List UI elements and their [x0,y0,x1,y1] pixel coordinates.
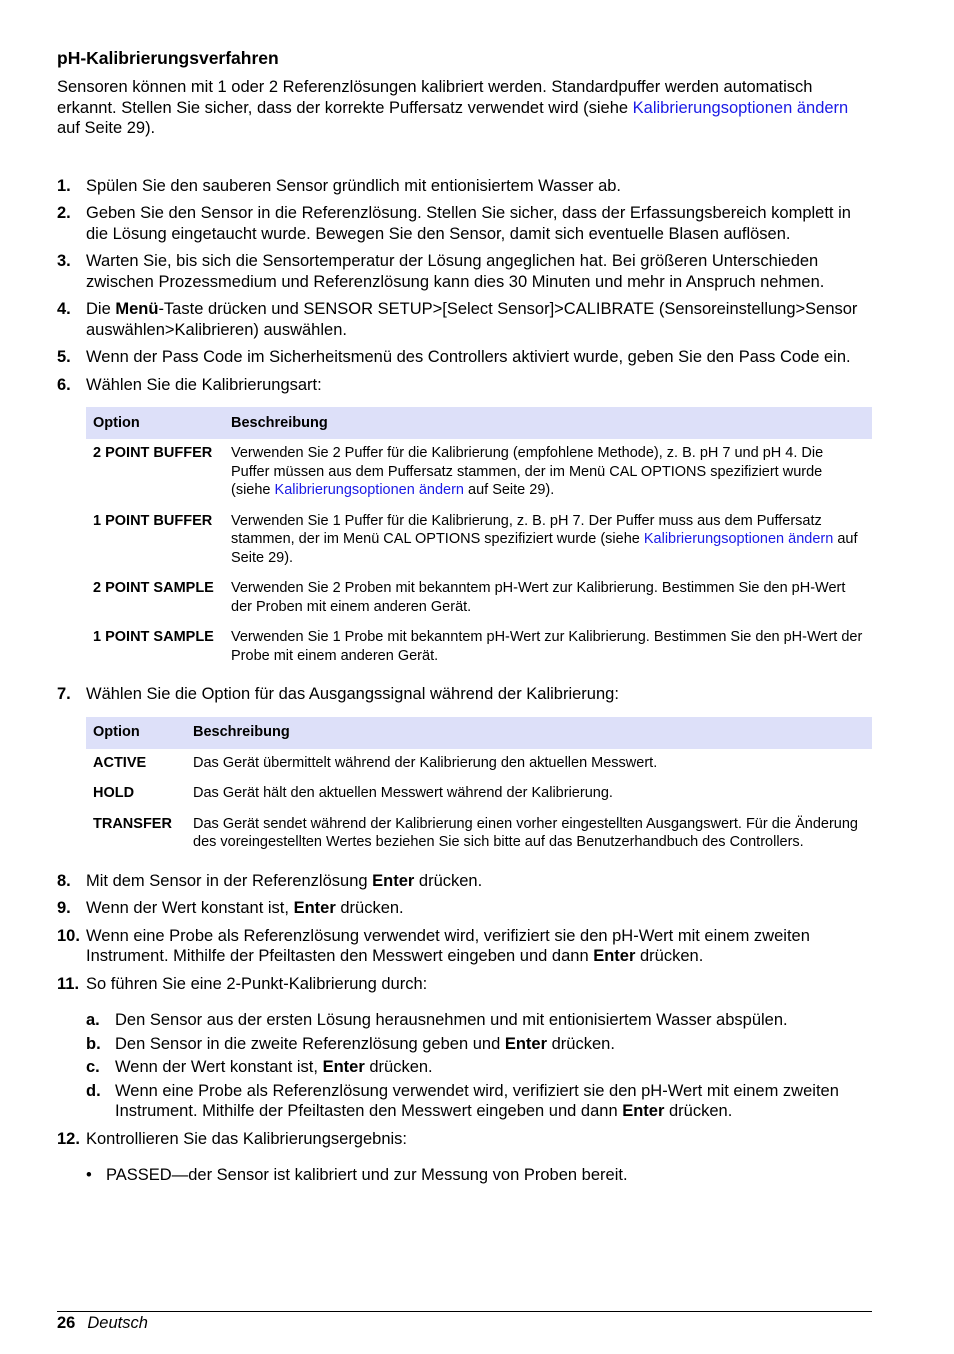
column-header-description: Beschreibung [186,717,872,749]
page-footer [57,1313,148,1334]
step-5 [57,347,872,368]
description-cell: Verwenden Sie 2 Proben mit bekanntem pH-Wert zur Kalibrierung. Bestimmen Sie den pH-Wert der Proben mit einem anderen Gerät. [231,580,846,615]
list-item [86,1165,872,1186]
substep-text: Wenn der Wert konstant ist, [115,1058,323,1076]
menu-key-label: Menü [115,300,159,318]
enter-key-label: Enter [372,871,415,890]
step-text-after: -Taste drücken und SENSOR SETUP>[Select Sensor]>CALIBRATE (Sensoreinstellung>Sensor auswählen>Kalibrieren) auswählen. [86,300,858,339]
step-number: 9. [57,899,71,917]
procedure-steps [57,176,872,1186]
substep-text: Wenn eine Probe als Referenzlösung verwendet wird, verifiziert sie den pH-Wert mit einem zweiten Instrument. Mithilfe der Pfeiltasten den Messwert eingeben und dann [115,1081,839,1120]
calibration-options-link[interactable]: Kalibrierungsoptionen ändern [632,98,849,117]
step-4 [57,299,872,340]
substep-a [86,1010,872,1031]
table-row [86,810,872,859]
step-number: 3. [57,252,71,270]
table-header-row [86,717,872,749]
step-text: Wählen Sie die Option für das Ausgangssignal während der Kalibrierung: [86,685,619,703]
step-number: 7. [57,685,71,703]
step-text: Wenn der Pass Code im Sicherheitsmenü des Controllers aktiviert wurde, geben Sie den Pass Code ein. [86,348,851,366]
description-text: Verwenden Sie 1 Puffer für die Kalibrierung, z. B. pH 7. Der Puffer muss aus dem Puffersatz stammen, der im Menü CAL OPTIONS spezifiziert wurde (siehe [231,512,822,547]
table-row [86,623,872,672]
description-text-after: auf Seite 29). [231,531,858,566]
step-number: 11. [57,974,80,993]
step-number: 1. [57,176,71,195]
footer-language: Deutsch [87,1314,148,1332]
step-text-after: drücken. [635,947,704,965]
option-cell: TRANSFER [93,815,172,832]
intro-paragraph [57,77,872,139]
column-header-description: Beschreibung [224,407,872,439]
substep-text-after: drücken. [364,1058,433,1076]
page-number: 26 [57,1314,76,1332]
substep-label: a. [86,1011,100,1029]
section-heading: pH-Kalibrierungsverfahren [57,48,279,68]
substep-text-after: drücken. [547,1034,615,1053]
calibration-options-link[interactable]: Kalibrierungsoptionen ändern [643,531,834,547]
step-10 [57,926,872,967]
description-text-after: auf Seite 29). [463,482,555,498]
enter-key-label: Enter [504,1034,548,1053]
step-6 [57,375,872,673]
step-12 [57,1129,872,1186]
substep-text-after: drücken. [664,1102,733,1120]
step-text: Wählen Sie die Kalibrierungsart: [86,375,322,394]
step-text-after: drücken. [335,899,404,917]
option-cell: 1 POINT BUFFER [93,512,213,529]
option-cell: 1 POINT SAMPLE [93,629,214,645]
step-7 [57,684,872,859]
description-cell [224,507,872,575]
column-header-option: Option [86,407,224,439]
result-text: PASSED—der Sensor ist kalibriert und zur Messung von Proben bereit. [106,1166,628,1184]
step-number: 5. [57,348,71,366]
substep-b [86,1034,872,1055]
step-number: 6. [57,375,71,394]
substep-text: Den Sensor in die zweite Referenzlösung geben und [115,1034,505,1053]
two-point-substeps [86,1010,872,1122]
document-page [57,47,872,1193]
description-cell: Verwenden Sie 1 Probe mit bekanntem pH-Wert zur Kalibrierung. Bestimmen Sie den pH-Wert der Probe mit einem anderen Gerät. [231,629,863,664]
description-text: Verwenden Sie 2 Puffer für die Kalibrierung (empfohlene Methode), z. B. pH 7 und pH 4. Die Puffer müssen aus dem Puffersatz stammen, der im Menü CAL OPTIONS spezifiziert wurde (siehe [231,445,824,498]
calibration-type-table [86,407,872,672]
table-row [86,439,872,507]
step-number: 8. [57,871,71,890]
option-cell: 2 POINT BUFFER [93,445,213,461]
step-2 [57,203,872,244]
intro-text-after: auf Seite 29). [57,119,156,137]
step-text: Mit dem Sensor in der Referenzlösung [86,871,373,890]
substep-label: d. [86,1081,101,1100]
enter-key-label: Enter [622,1102,665,1120]
step-number: 2. [57,204,71,222]
result-list [86,1165,872,1186]
step-text: So führen Sie eine 2-Punkt-Kalibrierung durch: [86,974,428,993]
substep-d [86,1081,872,1122]
enter-key-label: Enter [322,1058,365,1076]
table-row [86,779,872,810]
column-header-option: Option [86,717,186,749]
table-row [86,507,872,575]
option-cell: 2 POINT SAMPLE [93,580,214,596]
step-8 [57,871,872,892]
intro-text: Sensoren können mit 1 oder 2 Referenzlösungen kalibriert werden. Standardpuffer werden automatisch erkannt. Stellen Sie sicher, dass der korrekte Puffersatz verwendet wird (siehe [57,78,813,117]
step-number: 10. [57,926,80,945]
enter-key-label: Enter [293,899,336,917]
footer-divider [57,1311,872,1312]
step-1 [57,176,872,197]
step-text: Wenn der Wert konstant ist, [86,899,294,917]
calibration-options-link[interactable]: Kalibrierungsoptionen ändern [274,482,464,498]
table-header-row [86,407,872,439]
table-row [86,749,872,780]
step-text: Wenn eine Probe als Referenzlösung verwendet wird, verifiziert sie den pH-Wert mit einem zweiten Instrument. Mithilfe der Pfeiltasten den Messwert eingeben und dann [86,926,810,965]
step-number: 4. [57,300,71,318]
step-text: Die [86,300,116,318]
step-text: Warten Sie, bis sich die Sensortemperatur der Lösung angeglichen hat. Bei größeren Unterschieden zwischen Prozessmedium und Referenzlösung kann dies 30 Minuten und mehr in Anspruch nehmen. [86,252,825,291]
step-3 [57,251,872,292]
step-text-after: drücken. [414,871,483,890]
bullet-icon: • [86,1166,92,1184]
description-cell [224,439,872,507]
substep-label: c. [86,1058,100,1076]
enter-key-label: Enter [593,947,636,965]
output-signal-table [86,717,872,859]
description-cell: Das Gerät übermittelt während der Kalibrierung den aktuellen Messwert. [193,754,658,771]
step-text: Geben Sie den Sensor in die Referenzlösung. Stellen Sie sicher, dass der Erfassungsbereich komplett in die Lösung eingetaucht wurde. Bewegen Sie den Sensor, damit sich eventuelle Blasen auflösen. [86,204,851,243]
description-cell: Das Gerät hält den aktuellen Messwert während der Kalibrierung. [193,785,613,801]
description-cell: Das Gerät sendet während der Kalibrierung einen vorher eingestellten Ausgangswert. Für die Änderung des voreingestellten Wertes beziehen Sie sich bitte auf das Benutzerhandbuch des Controllers. [193,815,858,850]
substep-c [86,1057,872,1078]
step-text: Kontrollieren Sie das Kalibrierungsergebnis: [86,1129,408,1148]
option-cell: HOLD [93,785,135,801]
step-11 [57,974,872,1122]
step-number: 12. [57,1129,80,1148]
substep-text: Den Sensor aus der ersten Lösung herausnehmen und mit entionisiertem Wasser abspülen. [115,1011,788,1029]
step-9 [57,898,872,919]
table-row [86,574,872,623]
option-cell: ACTIVE [93,754,147,771]
substep-label: b. [86,1034,101,1053]
step-text: Spülen Sie den sauberen Sensor gründlich mit entionisiertem Wasser ab. [86,176,622,195]
